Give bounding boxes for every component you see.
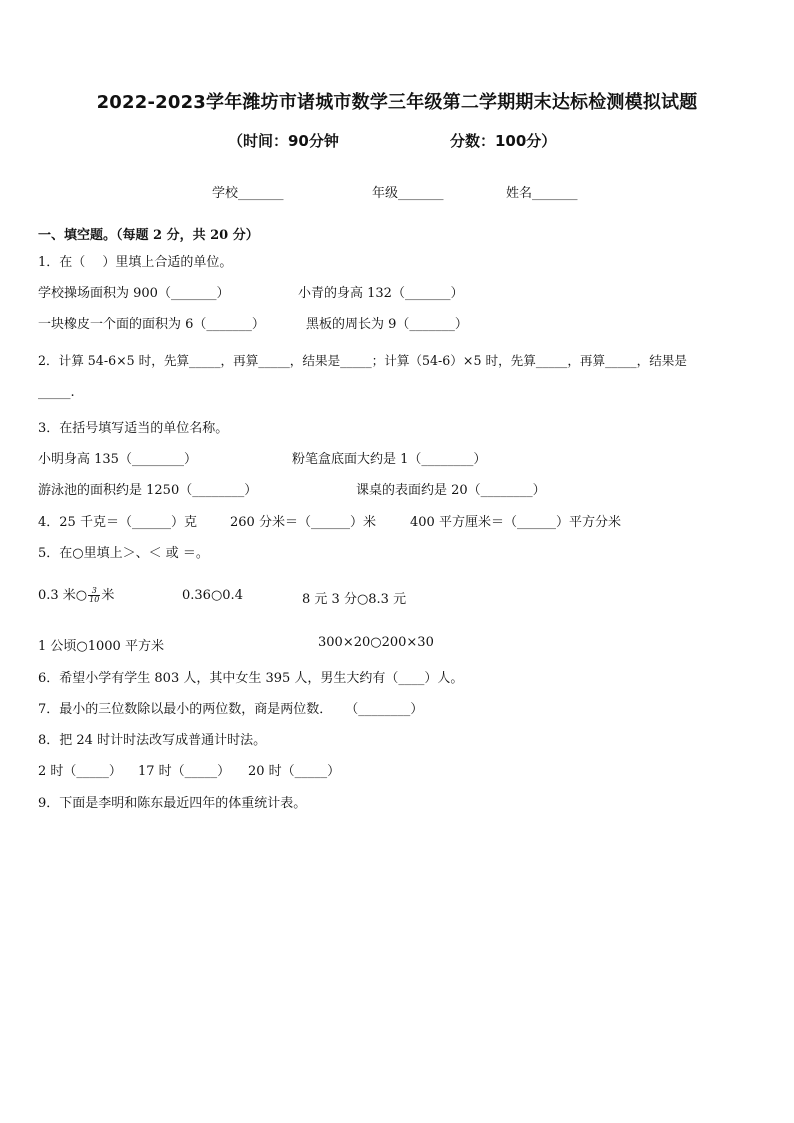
question-1-stem: 1．在（ ）里填上合适的单位。 — [38, 255, 233, 270]
exam-time: （时间：90分钟 — [228, 132, 339, 150]
question-8-item-a: 2 时（_____） — [38, 764, 122, 779]
question-3-item-a: 小明身高 135（________） — [38, 452, 197, 467]
question-5-item-e: 300×20○200×30 — [318, 635, 434, 650]
question-2-line-2: _____. — [38, 385, 75, 400]
question-1-item-c: 一块橡皮一个面的面积为 6（_______） — [38, 317, 265, 332]
school-field: 学校_______ — [212, 186, 284, 201]
question-5-row-1 — [38, 584, 758, 608]
question-1-item-d: 黑板的周长为 9（_______） — [306, 317, 468, 332]
fraction — [88, 587, 100, 604]
question-5-item-b: 0.36○0.4 — [182, 588, 243, 603]
question-8-item-c: 20 时（_____） — [248, 764, 341, 779]
grade-field: 年级_______ — [372, 186, 444, 201]
question-3-item-b: 粉笔盒底面大约是 1（________） — [292, 452, 487, 467]
question-8-stem: 8．把 24 时计时法改写成普通计时法。 — [38, 733, 267, 748]
question-5-item-d: 1 公顷○1000 平方米 — [38, 639, 164, 654]
question-5-item-a — [38, 584, 114, 604]
question-8-item-b: 17 时（_____） — [138, 764, 231, 779]
question-5-item-a-suffix: 米 — [101, 588, 115, 603]
time-score-row — [0, 130, 794, 152]
name-field: 姓名_______ — [506, 186, 578, 201]
exam-title: 2022-2023学年潍坊市诸城市数学三年级第二学期期末达标检测模拟试题 — [96, 92, 698, 113]
question-1-item-b: 小青的身高 132（_______） — [298, 286, 464, 301]
question-3-stem: 3．在括号填写适当的单位名称。 — [38, 421, 229, 436]
section-heading: 一、填空题。（每题 2 分，共 20 分） — [38, 228, 259, 243]
question-3-item-d: 课桌的表面约是 20（________） — [356, 483, 546, 498]
fraction-denominator: 10 — [89, 595, 100, 604]
question-4-item-b: 260 分米＝（______）米 — [230, 515, 376, 530]
student-info-row — [0, 182, 794, 200]
fraction-numerator: 3 — [88, 587, 100, 596]
question-5-item-a-prefix: 0.3 米○ — [38, 588, 88, 603]
question-1-item-a: 学校操场面积为 900（_______） — [38, 286, 230, 301]
question-7: 7．最小的三位数除以最小的两位数，商是两位数． （________） — [38, 702, 424, 717]
question-4-item-a: 4．25 千克＝（______）克 — [38, 515, 197, 530]
exam-score: 分数：100分） — [450, 132, 557, 150]
question-9-stem: 9．下面是李明和陈东最近四年的体重统计表。 — [38, 796, 307, 811]
question-2-line-1: 2．计算 54-6×5 时，先算_____，再算_____，结果是_____；计算（54-6）×5 时，先算_____，再算_____，结果是 — [38, 353, 687, 368]
question-5-item-c: 8 元 3 分○8.3 元 — [302, 592, 407, 607]
question-3-item-c: 游泳池的面积约是 1250（________） — [38, 483, 258, 498]
question-4-item-c: 400 平方厘米＝（______）平方分米 — [410, 515, 621, 530]
question-5-stem: 5．在○里填上＞、＜ 或 ＝。 — [38, 546, 209, 561]
question-6: 6．希望小学有学生 803 人，其中女生 395 人，男生大约有（____）人。 — [38, 671, 464, 686]
